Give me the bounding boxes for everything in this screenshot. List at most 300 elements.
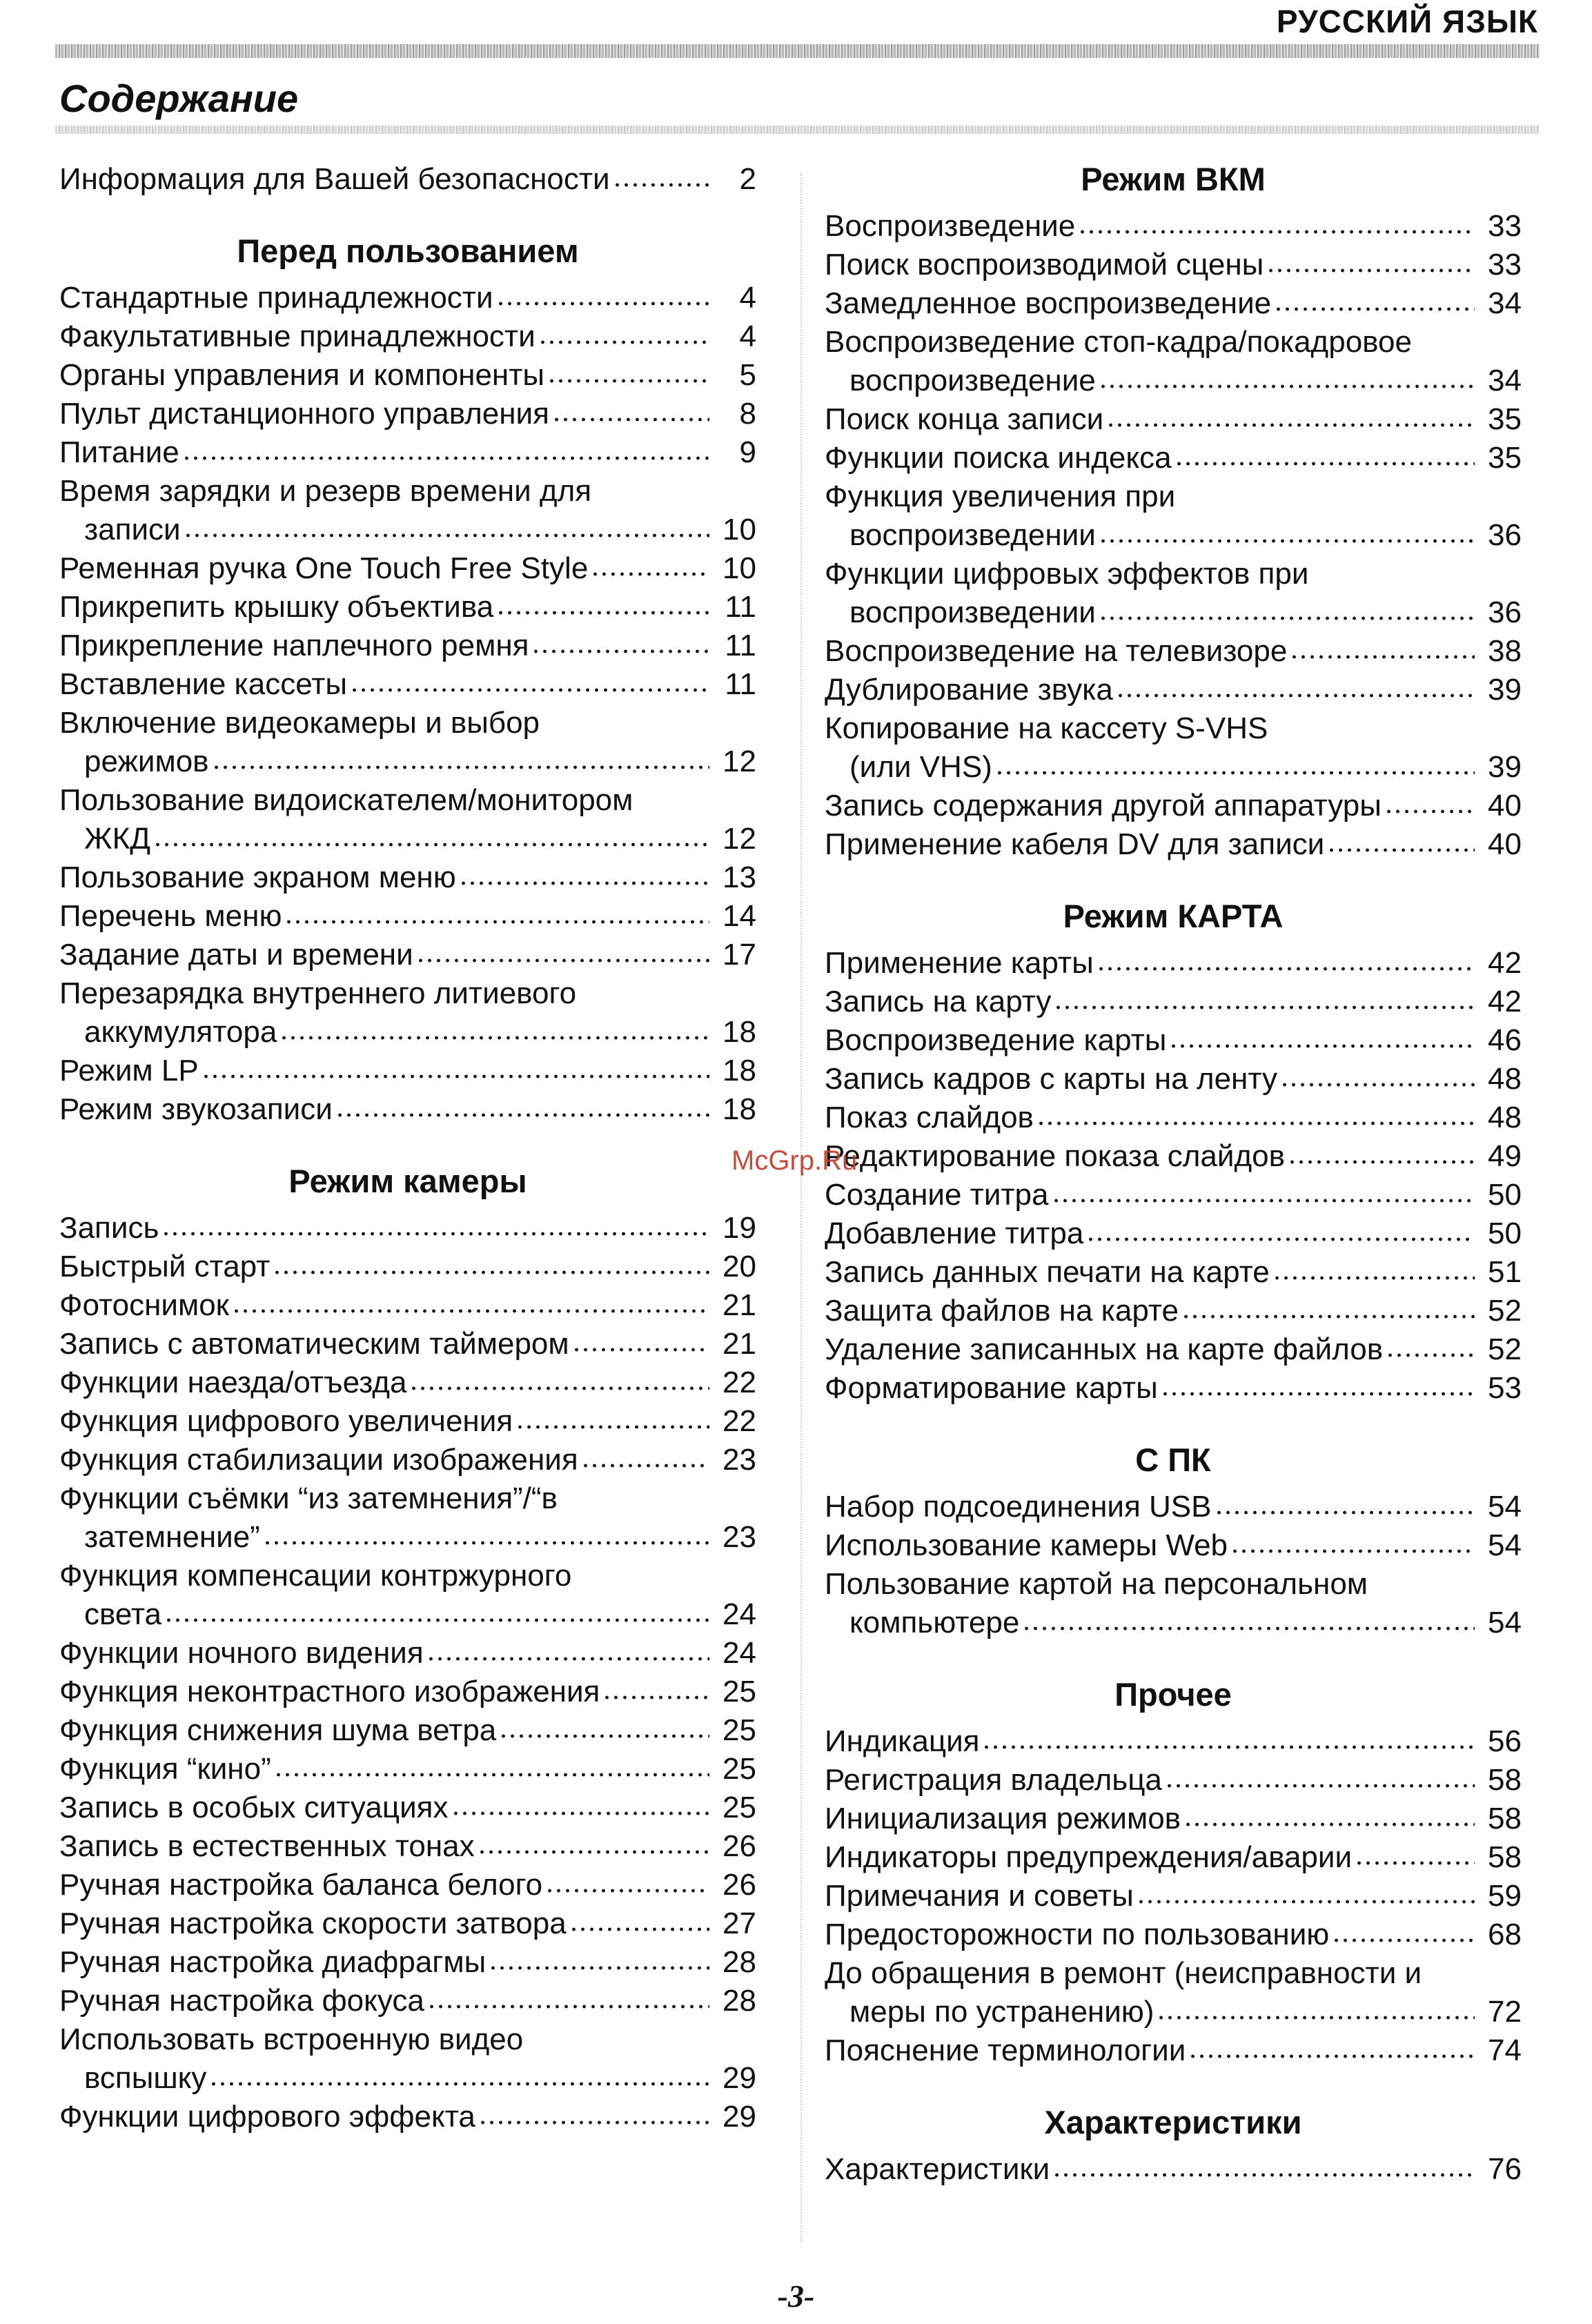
toc-page-number: 12 <box>723 822 756 856</box>
toc-page-number: 51 <box>1488 1255 1522 1289</box>
toc-entry[interactable] <box>59 511 756 549</box>
toc-page-number: 29 <box>723 2100 756 2134</box>
toc-entry-text: Создание титра <box>825 1178 1049 1212</box>
toc-entry-text: воспроизведении <box>849 518 1096 552</box>
toc-entry[interactable] <box>825 477 1522 516</box>
toc-entry-text: Форматирование карты <box>825 1371 1158 1405</box>
toc-page-number: 4 <box>739 319 756 353</box>
toc-entry-text: Функция неконтрастного изображения <box>59 1675 600 1708</box>
toc-entry-text: Воспроизведение карты <box>825 1023 1167 1057</box>
dot-leader <box>1181 1312 1475 1321</box>
toc-entry-text: Функция стабилизации изображения <box>59 1443 578 1477</box>
dot-leader <box>1288 1158 1475 1166</box>
dot-leader <box>1384 807 1475 816</box>
toc-page-number: 52 <box>1488 1332 1522 1366</box>
toc-page-number: 58 <box>1488 1840 1522 1874</box>
header-band <box>55 44 1540 58</box>
toc-entry[interactable] <box>825 632 1522 671</box>
toc-entry[interactable] <box>59 588 756 627</box>
toc-entry-text: Время зарядки и резерв времени для <box>59 474 592 508</box>
dot-leader <box>1332 1936 1475 1944</box>
toc-entry[interactable] <box>825 1176 1522 1214</box>
toc-page-number: 11 <box>725 629 756 662</box>
toc-entry-text: Органы управления и компоненты <box>59 358 545 392</box>
toc-entry-text: света <box>84 1597 162 1631</box>
toc-entry[interactable] <box>59 820 756 858</box>
dot-leader <box>489 1964 709 1972</box>
toc-entry[interactable] <box>825 1137 1522 1176</box>
toc-page-number: 18 <box>723 1054 756 1087</box>
toc-page-number: 24 <box>723 1597 756 1631</box>
toc-entry-text: До обращения в ремонт (неисправности и <box>825 1956 1422 1990</box>
toc-page-number: 22 <box>723 1404 756 1438</box>
toc-entry-text: Применение кабеля DV для записи <box>825 827 1325 861</box>
toc-entry[interactable] <box>825 1954 1522 1993</box>
toc-page-number: 23 <box>723 1443 756 1477</box>
toc-entry[interactable] <box>825 593 1522 632</box>
toc-entry-text: Функция цифрового увеличения <box>59 1404 513 1438</box>
dot-leader <box>1175 460 1475 468</box>
dot-leader <box>552 415 709 424</box>
toc-entry[interactable] <box>59 1673 756 1711</box>
toc-entry[interactable] <box>59 1634 756 1673</box>
toc-entry-text: вспышку <box>84 2061 207 2095</box>
toc-page-number: 22 <box>723 1366 756 1399</box>
toc-entry[interactable] <box>59 433 756 472</box>
dot-leader <box>1355 1859 1475 1867</box>
toc-entry[interactable] <box>59 160 756 199</box>
dot-leader <box>547 377 709 385</box>
toc-entry-text: Функции цифрового эффекта <box>59 2100 475 2134</box>
toc-entry-text: Стандартные принадлежности <box>59 281 493 315</box>
dot-leader <box>451 1809 710 1818</box>
dot-leader <box>581 1461 709 1470</box>
dot-leader <box>263 1539 709 1547</box>
toc-entry[interactable] <box>825 284 1522 323</box>
toc-entry[interactable] <box>825 323 1522 362</box>
toc-entry[interactable] <box>825 439 1522 477</box>
toc-entry[interactable] <box>825 1838 1522 1877</box>
toc-page-number: 54 <box>1488 1528 1522 1562</box>
toc-page-number: 52 <box>1488 1294 1522 1328</box>
toc-page-number: 27 <box>723 1907 756 1940</box>
toc-entry[interactable] <box>825 1099 1522 1137</box>
toc-page-number: 40 <box>1488 789 1522 823</box>
toc-entry-text: Функция “кино” <box>59 1752 271 1786</box>
toc-entry[interactable] <box>825 1761 1522 1800</box>
toc-entry[interactable] <box>59 974 756 1013</box>
toc-entry[interactable] <box>59 1479 756 1518</box>
toc-page-number: 42 <box>1488 946 1522 980</box>
toc-page-number: 72 <box>1488 1995 1522 2029</box>
toc-entry[interactable] <box>59 1286 756 1325</box>
dot-leader <box>1099 614 1475 622</box>
section-heading: С ПК <box>1135 1441 1211 1478</box>
dot-leader <box>1052 2171 1475 2179</box>
toc-entry-text: Прикрепление наплечного ремня <box>59 629 529 662</box>
toc-entry[interactable] <box>59 1904 756 1943</box>
toc-entry[interactable] <box>59 472 756 511</box>
toc-page-number: 36 <box>1488 595 1522 629</box>
toc-page-number: 74 <box>1488 2034 1522 2067</box>
dot-leader <box>209 2080 709 2088</box>
dot-leader <box>496 299 709 308</box>
toc-entry-text: Использовать встроенную видео <box>59 2022 524 2056</box>
toc-page-number: 5 <box>739 358 756 392</box>
dot-leader <box>572 1346 709 1354</box>
toc-page-number: 28 <box>723 1984 756 2018</box>
toc-entry-text: Режим LP <box>59 1054 199 1087</box>
dot-leader <box>164 1616 709 1624</box>
toc-page-number: 11 <box>725 590 756 624</box>
toc-page-number: 2 <box>739 162 756 196</box>
dot-leader <box>1157 2013 1475 2022</box>
toc-entry-text: Регистрация владельца <box>825 1763 1162 1797</box>
toc-entry-text: Воспроизведение <box>825 209 1076 243</box>
toc-entry-text: Питание <box>59 435 179 469</box>
toc-entry[interactable] <box>825 983 1522 1021</box>
dot-leader <box>409 1384 709 1392</box>
dot-leader <box>591 570 709 578</box>
dot-leader <box>1266 266 1475 275</box>
dot-leader <box>1169 1042 1475 1050</box>
column-divider <box>800 173 802 2243</box>
toc-entry[interactable] <box>59 1982 756 2020</box>
toc-entry-text: записи <box>84 513 181 546</box>
toc-entry[interactable] <box>825 1214 1522 1253</box>
dot-leader <box>1036 1119 1475 1127</box>
toc-entry[interactable] <box>59 1827 756 1866</box>
toc-entry-text: Включение видеокамеры и выбор <box>59 706 540 740</box>
toc-entry[interactable] <box>825 2150 1522 2189</box>
toc-page-number: 25 <box>723 1675 756 1708</box>
section-heading: Режим камеры <box>288 1163 527 1199</box>
toc-entry[interactable] <box>825 2031 1522 2070</box>
toc-entry-text: Пояснение терминологии <box>825 2034 1186 2067</box>
dot-leader <box>1274 305 1475 313</box>
toc-entry-text: Защита файлов на карте <box>825 1294 1179 1328</box>
toc-entry-text: Копирование на кассету S-VHS <box>825 711 1268 745</box>
toc-page-number: 49 <box>1488 1139 1522 1173</box>
toc-page-number: 24 <box>723 1636 756 1670</box>
toc-entry[interactable] <box>825 1800 1522 1838</box>
toc-entry[interactable] <box>825 1877 1522 1916</box>
dot-leader <box>478 2118 709 2127</box>
toc-page-number: 35 <box>1488 402 1522 436</box>
toc-page-number: 12 <box>723 745 756 778</box>
toc-entry[interactable] <box>59 1090 756 1129</box>
toc-page-number: 36 <box>1488 518 1522 552</box>
toc-page-number: 35 <box>1488 441 1522 475</box>
toc-page-number: 46 <box>1488 1023 1522 1057</box>
toc-entry[interactable] <box>59 1943 756 1982</box>
title-underline <box>55 126 1540 134</box>
toc-entry[interactable] <box>59 356 756 395</box>
section-heading: Перед пользованием <box>237 233 579 269</box>
dot-leader <box>1022 1624 1475 1633</box>
toc-entry-text: (или VHS) <box>849 750 992 784</box>
toc-page-number: 19 <box>723 1211 756 1245</box>
section-heading: Режим КАРТА <box>1063 898 1284 934</box>
toc-entry[interactable] <box>59 1789 756 1827</box>
dot-leader <box>1165 1782 1475 1790</box>
toc-entry[interactable] <box>59 317 756 356</box>
toc-entry[interactable] <box>825 1369 1522 1408</box>
page-number: -3- <box>777 2278 815 2314</box>
toc-entry[interactable] <box>825 944 1522 983</box>
toc-entry[interactable] <box>825 1292 1522 1330</box>
dot-leader <box>335 1111 709 1119</box>
toc-page-number: 20 <box>723 1250 756 1283</box>
toc-page-number: 54 <box>1488 1606 1522 1639</box>
toc-entry[interactable] <box>59 897 756 936</box>
toc-page-number: 26 <box>723 1829 756 1863</box>
toc-entry-text: Ручная настройка диафрагмы <box>59 1945 487 1979</box>
toc-page-number: 9 <box>739 435 756 469</box>
toc-left-column <box>59 160 756 2136</box>
toc-page-number: 68 <box>1488 1918 1522 1951</box>
toc-entry[interactable] <box>59 781 756 820</box>
dot-leader <box>416 956 709 965</box>
toc-page-number: 42 <box>1488 985 1522 1018</box>
toc-entry-text: Воспроизведение на телевизоре <box>825 634 1288 668</box>
toc-entry[interactable] <box>825 362 1522 400</box>
dot-leader <box>184 531 709 540</box>
toc-entry[interactable] <box>59 395 756 433</box>
toc-page-number: 4 <box>739 281 756 315</box>
toc-page-number: 23 <box>723 1520 756 1554</box>
toc-entry-text: Поиск конца записи <box>825 402 1104 436</box>
toc-page-number: 21 <box>723 1288 756 1322</box>
toc-entry[interactable] <box>825 1330 1522 1369</box>
toc-entry-text: Задание даты и времени <box>59 938 413 972</box>
toc-entry-text: Ременная ручка One Touch Free Style <box>59 551 589 585</box>
dot-leader <box>427 2002 709 2011</box>
toc-entry-text: Быстрый старт <box>59 1250 271 1283</box>
dot-leader <box>459 879 709 887</box>
toc-entry[interactable] <box>825 1916 1522 1954</box>
toc-entry[interactable] <box>825 1993 1522 2031</box>
dot-leader <box>569 1925 709 1933</box>
toc-entry-text: Добавление титра <box>825 1217 1084 1250</box>
toc-entry[interactable] <box>59 2098 756 2136</box>
toc-entry-text: Функция компенсации контржурного <box>59 1559 572 1593</box>
section-heading: Прочее <box>1114 1676 1232 1713</box>
toc-entry[interactable] <box>59 1595 756 1634</box>
dot-leader <box>1215 1508 1475 1517</box>
toc-entry[interactable] <box>825 1021 1522 1060</box>
language-label: РУССКИЙ ЯЗЫК <box>1276 3 1538 39</box>
toc-entry[interactable] <box>825 671 1522 709</box>
dot-leader <box>1054 1003 1475 1012</box>
dot-leader <box>273 1268 709 1277</box>
toc-page-number: 34 <box>1488 364 1522 397</box>
toc-entry[interactable] <box>59 742 756 781</box>
toc-entry-text: Замедленное воспроизведение <box>825 286 1272 320</box>
toc-entry-text: затемнение” <box>84 1520 260 1554</box>
toc-page-number: 39 <box>1488 750 1522 784</box>
toc-page-number: 25 <box>723 1713 756 1747</box>
toc-entry[interactable] <box>825 709 1522 748</box>
dot-leader <box>232 1307 709 1315</box>
toc-page-number: 33 <box>1488 209 1522 243</box>
toc-page-number: 76 <box>1488 2152 1522 2186</box>
toc-page-number: 38 <box>1488 634 1522 668</box>
dot-leader <box>274 1771 709 1779</box>
toc-page-number: 58 <box>1488 1763 1522 1797</box>
toc-entry-text: Набор подсоединения USB <box>825 1490 1212 1524</box>
toc-entry[interactable] <box>59 1325 756 1363</box>
toc-entry[interactable] <box>59 1013 756 1052</box>
toc-entry[interactable] <box>825 516 1522 555</box>
toc-entry[interactable] <box>59 2020 756 2059</box>
toc-entry[interactable] <box>59 858 756 897</box>
toc-right-column <box>825 160 1522 2189</box>
dot-leader <box>1086 1235 1475 1243</box>
toc-entry[interactable] <box>59 704 756 742</box>
toc-entry[interactable] <box>59 627 756 665</box>
toc-entry-text: Запись в особых ситуациях <box>59 1791 449 1824</box>
dot-leader <box>1106 421 1475 429</box>
dot-leader <box>426 1655 709 1663</box>
toc-page-number: 54 <box>1488 1490 1522 1524</box>
dot-leader <box>531 647 709 656</box>
toc-entry[interactable] <box>59 1557 756 1595</box>
toc-entry[interactable] <box>59 549 756 588</box>
toc-entry-text: Информация для Вашей безопасности <box>59 162 610 196</box>
toc-entry[interactable] <box>825 748 1522 787</box>
dot-leader <box>1327 846 1475 854</box>
toc-entry[interactable] <box>825 787 1522 825</box>
dot-leader <box>496 609 709 617</box>
dot-leader <box>212 763 709 771</box>
toc-entry-text: Пользование экраном меню <box>59 860 456 894</box>
toc-page-number: 48 <box>1488 1101 1522 1134</box>
toc-page-number: 50 <box>1488 1217 1522 1250</box>
toc-entry[interactable] <box>59 1209 756 1248</box>
toc-page-number: 8 <box>739 397 756 431</box>
toc-entry[interactable] <box>59 1711 756 1750</box>
toc-entry[interactable] <box>825 207 1522 246</box>
toc-entry-text: Функции наезда/отъезда <box>59 1366 407 1399</box>
dot-leader <box>1280 1081 1475 1089</box>
toc-entry[interactable] <box>59 279 756 317</box>
toc-entry-text: Инициализация режимов <box>825 1802 1181 1835</box>
dot-leader <box>995 769 1475 777</box>
toc-entry[interactable] <box>59 1518 756 1557</box>
toc-entry-text: Воспроизведение стоп-кадра/покадровое <box>825 325 1412 359</box>
dot-leader <box>499 1732 709 1740</box>
toc-page-number: 25 <box>723 1791 756 1824</box>
toc-entry-text: Перечень меню <box>59 899 282 933</box>
toc-entry[interactable] <box>825 1722 1522 1761</box>
toc-entry[interactable] <box>825 400 1522 439</box>
toc-entry-text: Индикаторы предупреждения/аварии <box>825 1840 1353 1874</box>
toc-entry-text: Функции поиска индекса <box>825 441 1172 475</box>
toc-entry[interactable] <box>825 1526 1522 1565</box>
dot-leader <box>350 686 709 694</box>
toc-entry-text: воспроизведение <box>849 364 1096 397</box>
toc-page-number: 34 <box>1488 286 1522 320</box>
dot-leader <box>1272 1274 1475 1282</box>
toc-entry-text: Фотоснимок <box>59 1288 229 1322</box>
toc-entry[interactable] <box>59 936 756 974</box>
toc-entry[interactable] <box>59 1441 756 1479</box>
toc-entry[interactable] <box>825 555 1522 593</box>
toc-entry[interactable] <box>59 2059 756 2098</box>
toc-entry-text: Режим звукозаписи <box>59 1092 333 1126</box>
dot-leader <box>1099 382 1475 391</box>
toc-entry-text: Функция увеличения при <box>825 480 1176 513</box>
toc-entry-text: Функции ночного видения <box>59 1636 424 1670</box>
dot-leader <box>538 338 709 346</box>
dot-leader <box>1137 1898 1475 1906</box>
toc-entry[interactable] <box>825 1060 1522 1099</box>
toc-page-number: 40 <box>1488 827 1522 861</box>
dot-leader <box>1386 1351 1475 1359</box>
section-heading: Характеристики <box>1044 2104 1302 2140</box>
toc-entry-text: Дублирование звука <box>825 673 1113 707</box>
dot-leader <box>1052 1197 1475 1205</box>
toc-entry[interactable] <box>59 1866 756 1904</box>
dot-leader <box>1099 537 1475 545</box>
toc-entry-text: Перезарядка внутреннего литиевого <box>59 976 577 1010</box>
toc-entry[interactable] <box>825 246 1522 284</box>
toc-entry[interactable] <box>59 1750 756 1789</box>
toc-entry[interactable] <box>825 1565 1522 1604</box>
toc-entry-text: Запись в естественных тонах <box>59 1829 475 1863</box>
toc-page-number: 18 <box>723 1092 756 1126</box>
toc-entry-text: Ручная настройка фокуса <box>59 1984 424 2018</box>
toc-page-number: 39 <box>1488 673 1522 707</box>
page-title: Содержание <box>59 77 299 120</box>
dot-leader <box>161 1230 709 1238</box>
toc-entry[interactable] <box>59 1248 756 1286</box>
toc-entry[interactable] <box>825 1604 1522 1642</box>
toc-page-number: 53 <box>1488 1371 1522 1405</box>
toc-page-number: 28 <box>723 1945 756 1979</box>
toc-page-number: 14 <box>723 899 756 933</box>
dot-leader <box>284 918 709 926</box>
dot-leader <box>613 181 709 189</box>
dot-leader <box>1116 691 1475 700</box>
dot-leader <box>602 1693 709 1702</box>
toc-entry[interactable] <box>825 1253 1522 1292</box>
dot-leader <box>1183 1820 1475 1829</box>
toc-entry[interactable] <box>59 665 756 704</box>
toc-page-number: 50 <box>1488 1178 1522 1212</box>
toc-entry[interactable] <box>825 1488 1522 1526</box>
toc-entry[interactable] <box>825 825 1522 864</box>
toc-entry-text: Применение карты <box>825 946 1094 980</box>
toc-entry-text: Пользование картой на персональном <box>825 1567 1368 1601</box>
toc-entry-text: Функция снижения шума ветра <box>59 1713 497 1747</box>
toc-entry-text: Ручная настройка скорости затвора <box>59 1907 567 1940</box>
toc-entry[interactable] <box>59 1052 756 1090</box>
toc-entry-text: Предосторожности по пользованию <box>825 1918 1330 1951</box>
toc-page-number: 58 <box>1488 1802 1522 1835</box>
dot-leader <box>1078 228 1475 236</box>
toc-entry-text: Показ слайдов <box>825 1101 1034 1134</box>
toc-entry-text: Удаление записанных на карте файлов <box>825 1332 1384 1366</box>
toc-page-number: 26 <box>723 1868 756 1902</box>
dot-leader <box>515 1423 709 1431</box>
toc-entry-text: Ручная настройка баланса белого <box>59 1868 543 1902</box>
toc-entry[interactable] <box>59 1363 756 1402</box>
toc-entry-text: Запись с автоматическим таймером <box>59 1327 569 1361</box>
toc-entry[interactable] <box>59 1402 756 1441</box>
toc-entry-text: Пульт дистанционного управления <box>59 397 549 431</box>
